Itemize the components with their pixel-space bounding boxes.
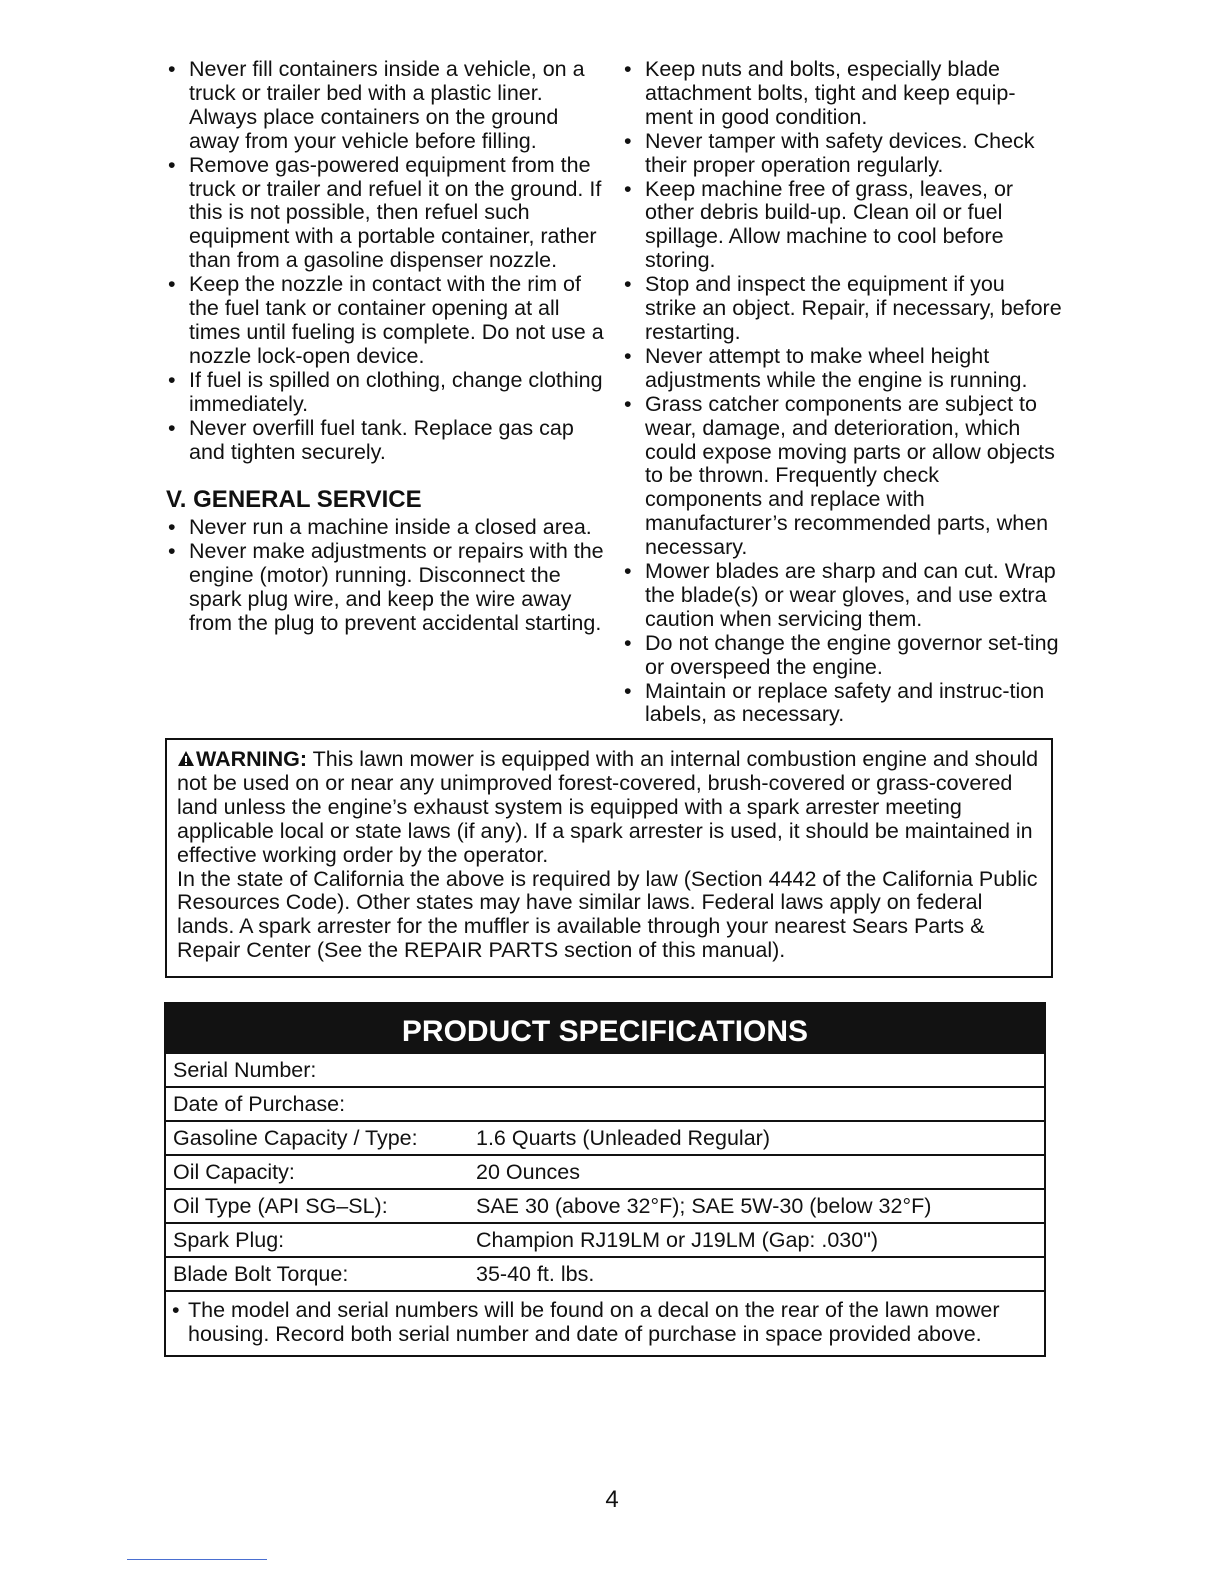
spec-label: Oil Capacity: (173, 1160, 295, 1184)
spec-row-blade-bolt-torque (166, 1256, 1044, 1290)
list-item: • Stop and inspect the equipment if you strike an object. Repair, if necessary, before restarting. (622, 273, 1062, 345)
list-item: • Mower blades are sharp and can cut. Wrap the blade(s) or wear gloves, and use extra caution when servicing them. (622, 560, 1062, 632)
fueling-safety-list (166, 58, 606, 464)
list-item: • Never overfill fuel tank. Replace gas cap and tighten securely. (166, 417, 606, 465)
list-item: • Grass catcher components are subject to wear, damage, and deterioration, which could expose moving parts or allow objects to be thrown. Frequently check components and replace with manufacturer’s recommended parts, when necessary. (622, 393, 1062, 560)
warning-label: WARNING: (196, 747, 308, 771)
spec-label: Date of Purchase: (173, 1092, 346, 1116)
california-law-paragraph: In the state of California the above is required by law (Section 4442 of the California Public Resources Code). Other states may have similar laws. Federal laws apply on federal lands. A spark arrester for the muffler is available through your nearest Sears Parts & Repair Center (See the REPAIR PARTS section of this manual). (177, 866, 1038, 963)
warning-triangle-icon (177, 750, 195, 767)
spec-label: Blade Bolt Torque: (173, 1262, 349, 1286)
right-column (622, 58, 1062, 727)
left-column (166, 58, 606, 636)
footer-rule (127, 1559, 267, 1560)
list-item: • Maintain or replace safety and instruc-tion labels, as necessary. (622, 680, 1062, 728)
spec-value: 20 Ounces (476, 1160, 580, 1184)
spec-value (476, 1088, 1044, 1120)
spec-row-spark-plug (166, 1222, 1044, 1256)
spec-row-date-of-purchase (166, 1086, 1044, 1120)
spec-row-gasoline-capacity (166, 1120, 1044, 1154)
warning-box (165, 738, 1053, 978)
spec-row-serial-number (166, 1054, 1044, 1086)
spec-value: 1.6 Quarts (Unleaded Regular) (476, 1126, 770, 1150)
list-item: • Never attempt to make wheel height adjustments while the engine is running. (622, 345, 1062, 393)
spec-label: Gasoline Capacity / Type: (173, 1126, 418, 1150)
list-item: • Keep the nozzle in contact with the rim of the fuel tank or container opening at all times until fueling is complete. Do not use a nozzle lock-open device. (166, 273, 606, 369)
list-item: • Never fill containers inside a vehicle, on a truck or trailer bed with a plastic liner. Always place containers on the ground away from your vehicle before filling. (166, 58, 606, 154)
spec-value: Champion RJ19LM or J19LM (Gap: .030") (476, 1228, 878, 1252)
section-heading-general-service: V. GENERAL SERVICE (166, 486, 422, 514)
list-item: • Remove gas-powered equipment from the truck or trailer and refuel it on the ground. If this is not possible, then refuel such equipment with a portable container, rather than from a gasoline dispenser nozzle. (166, 154, 606, 274)
list-item: • Never tamper with safety devices. Check their proper operation regularly. (622, 130, 1062, 178)
list-item: • The model and serial numbers will be found on a decal on the rear of the lawn mower housing. Record both serial number and date of purchase in space provided above. (172, 1298, 1038, 1346)
page-number: 4 (605, 1486, 619, 1513)
spec-value: SAE 30 (above 32°F); SAE 5W-30 (below 32°F) (476, 1194, 932, 1218)
list-item: • Keep machine free of grass, leaves, or other debris build-up. Clean oil or fuel spillage. Allow machine to cool before storing. (622, 178, 1062, 274)
general-service-list (166, 516, 606, 636)
spec-label: Spark Plug: (173, 1228, 285, 1252)
spec-label: Oil Type (API SG–SL): (173, 1194, 388, 1218)
list-item: • Do not change the engine governor set-ting or overspeed the engine. (622, 632, 1062, 680)
spec-value (476, 1054, 1044, 1086)
warning-paragraph (177, 748, 1041, 868)
spec-row-oil-capacity (166, 1154, 1044, 1188)
list-item: • If fuel is spilled on clothing, change clothing immediately. (166, 369, 606, 417)
list-item: • Never run a machine inside a closed area. (166, 516, 606, 540)
product-specifications-table (164, 1002, 1046, 1357)
specs-note (166, 1290, 1044, 1355)
spec-label: Serial Number: (173, 1058, 317, 1082)
specs-title: PRODUCT SPECIFICATIONS (166, 1004, 1044, 1054)
maintenance-safety-list (622, 58, 1062, 727)
list-item: • Never make adjustments or repairs with the engine (motor) running. Disconnect the spark plug wire, and keep the wire away from the plug to prevent accidental starting. (166, 540, 606, 636)
warning-text: This lawn mower is equipped with an internal combustion engine and should not be used on or near any unimproved forest-covered, brush-covered or grass-covered land unless the engine’s exhaust system is equipped with a spark arrester meeting applicable local or state laws (if any). If a spark arrester is used, it should be maintained in effective working order by the operator. (177, 747, 1039, 867)
spec-value: 35-40 ft. lbs. (476, 1262, 595, 1286)
list-item: • Keep nuts and bolts, especially blade attachment bolts, tight and keep equip-ment in good condition. (622, 58, 1062, 130)
spec-row-oil-type (166, 1188, 1044, 1222)
